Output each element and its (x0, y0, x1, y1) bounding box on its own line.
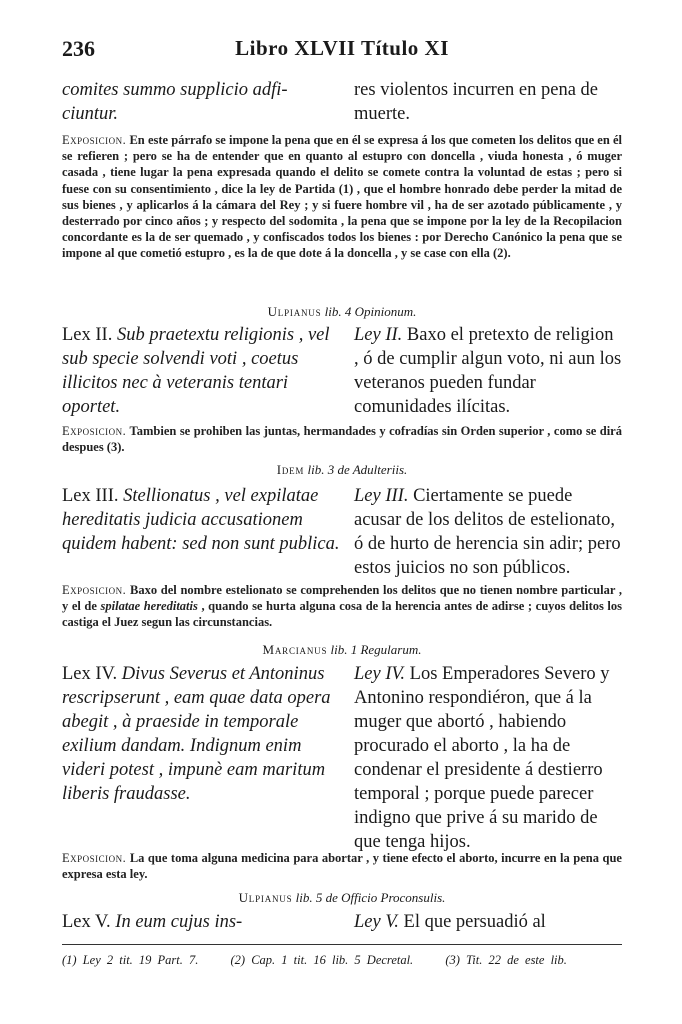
source-citation (62, 462, 622, 478)
opening-paragraph (62, 78, 622, 128)
latin-text (62, 662, 340, 806)
exposicion-label: Exposicion. (62, 424, 127, 438)
law-block (62, 323, 622, 419)
latin-text (62, 910, 340, 934)
spanish-text (354, 910, 622, 934)
page-number: 236 (62, 36, 95, 61)
source-author: Ulpianus (267, 304, 322, 319)
source-citation (62, 304, 622, 320)
source-author: Ulpianus (238, 890, 293, 905)
spanish-text: res violentos incurren en pena de muerte. (354, 80, 599, 124)
latin-body: Stellionatus , vel expilatae hereditatis judicia accusationem quidem habent: sed non sunt publica. (62, 486, 340, 554)
source-author: Idem (276, 462, 305, 477)
source-reference: lib. 3 de Adulteriis. (307, 462, 408, 477)
latin-body: Divus Severus et Antoninus rescripserunt , eam quae data opera abegit , à praeside in temporale exilium dandam. Indignum enim videri potest , impunè eam maritum liberis fraudasse. (62, 664, 331, 804)
lex-label: Lex IV. (62, 664, 118, 684)
source-citation (62, 642, 622, 658)
ley-label: Ley III. (354, 486, 409, 506)
source-author: Marcianus (262, 642, 328, 657)
spanish-body: Los Emperadores Severo y Antonino respondiéron, que á la muger que abortó , habiendo procurado el aborto , la ha de condenar el presidente á destierro temporal ; porque puede parecer indigno que prive á su marido de que tenga hijos. (354, 664, 610, 852)
exposicion-paragraph (62, 850, 622, 882)
ley-label: Ley V. (354, 912, 399, 932)
exposicion-paragraph (62, 132, 622, 262)
law-block (62, 910, 622, 936)
exposicion-text: En este párrafo se impone la pena que en él se expresa á los que cometen los delitos que en él se refieren ; pero se ha de entender que en quanto al estupro con doncella , viuda honesta , ó muger casada , tiene lugar la pena expresada quando el delito se comete contra la voluntad de estas ; pero si fuese con su consentimiento , dice la ley de Partida (1) , que el hombre honrado debe perder la mitad de sus bienes , y aplicarlos á la cámara del Rey ; y si fuere hombre vil , ha de ser azotado públicamente , y desterrado por cinco años ; y respecto del sodomita , la pena que se impone por la ley de la Recopilacion concordante es la de ser quemado , y confiscados todos los bienes : por Derecho Canónico la pena que se impone al que cometió estupro , es la de que dote á la doncella , y se case con ella (2). (62, 133, 622, 261)
latin-text: comites summo supplicio adfi- ciuntur. (62, 80, 288, 124)
footnote: (2) Cap. 1 tit. 16 lib. 5 Decretal. (230, 953, 414, 967)
spanish-body: Ciertamente se puede acusar de los delitos de estelionato, ó de hurto de herencia sin adir; pero estos juicios no son públicos. (354, 486, 621, 578)
source-citation (62, 890, 622, 906)
exposicion-label: Exposicion. (62, 851, 127, 865)
exposicion-text-continued: , quando se hurta alguna cosa de la herencia antes de adirse ; cuyos delitos los castiga el Juez segun las circunstancias. (62, 599, 623, 630)
page-header (62, 36, 622, 64)
source-reference: lib. 4 Opinionum. (324, 304, 417, 319)
footnote-divider (62, 944, 622, 945)
spanish-text (354, 323, 622, 419)
spanish-text (354, 484, 622, 580)
ley-label: Ley II. (354, 325, 403, 345)
exposicion-paragraph (62, 423, 622, 455)
exposicion-text: Baxo del nombre estelionato se comprehenden los delitos que no tienen nombre particular , y el de (62, 583, 622, 614)
lex-label: Lex II. (62, 325, 113, 345)
exposicion-italic-term: spilatae hereditatis (100, 599, 198, 614)
ley-label: Ley IV. (354, 664, 406, 684)
footnote: (3) Tit. 22 de este lib. (445, 953, 567, 967)
footnote: (1) Ley 2 tit. 19 Part. 7. (62, 953, 199, 967)
latin-text (62, 323, 340, 419)
latin-body: In eum cujus ins- (115, 912, 243, 932)
exposicion-label: Exposicion. (62, 133, 127, 147)
latin-body: Sub praetextu religionis , vel sub specie solvendi voti , coetus illicitos nec à veteranis tentari oportet. (62, 325, 330, 417)
lex-label: Lex III. (62, 486, 119, 506)
law-block (62, 484, 622, 580)
source-reference: lib. 5 de Officio Proconsulis. (295, 890, 446, 905)
spanish-body: Baxo el pretexto de religion , ó de cumplir algun voto, ni aun los veteranos pueden fundar comunidades ilícitas. (354, 325, 622, 417)
exposicion-text: Tambien se prohiben las juntas, hermandades y cofradías sin Orden superior , como se dirá despues (3). (62, 424, 622, 455)
spanish-text (354, 662, 622, 854)
footnotes (62, 953, 622, 968)
source-reference: lib. 1 Regularum. (330, 642, 422, 657)
running-title: Libro XLVII Título XI (235, 36, 449, 60)
spanish-body: El que persuadió al (403, 912, 546, 932)
exposicion-label: Exposicion. (62, 583, 127, 597)
latin-text (62, 484, 340, 556)
law-block (62, 662, 622, 852)
exposicion-paragraph (62, 582, 622, 631)
lex-label: Lex V. (62, 912, 111, 932)
exposicion-text: La que toma alguna medicina para abortar , y tiene efecto el aborto, incurre en la pena que expresa esta ley. (62, 851, 622, 882)
